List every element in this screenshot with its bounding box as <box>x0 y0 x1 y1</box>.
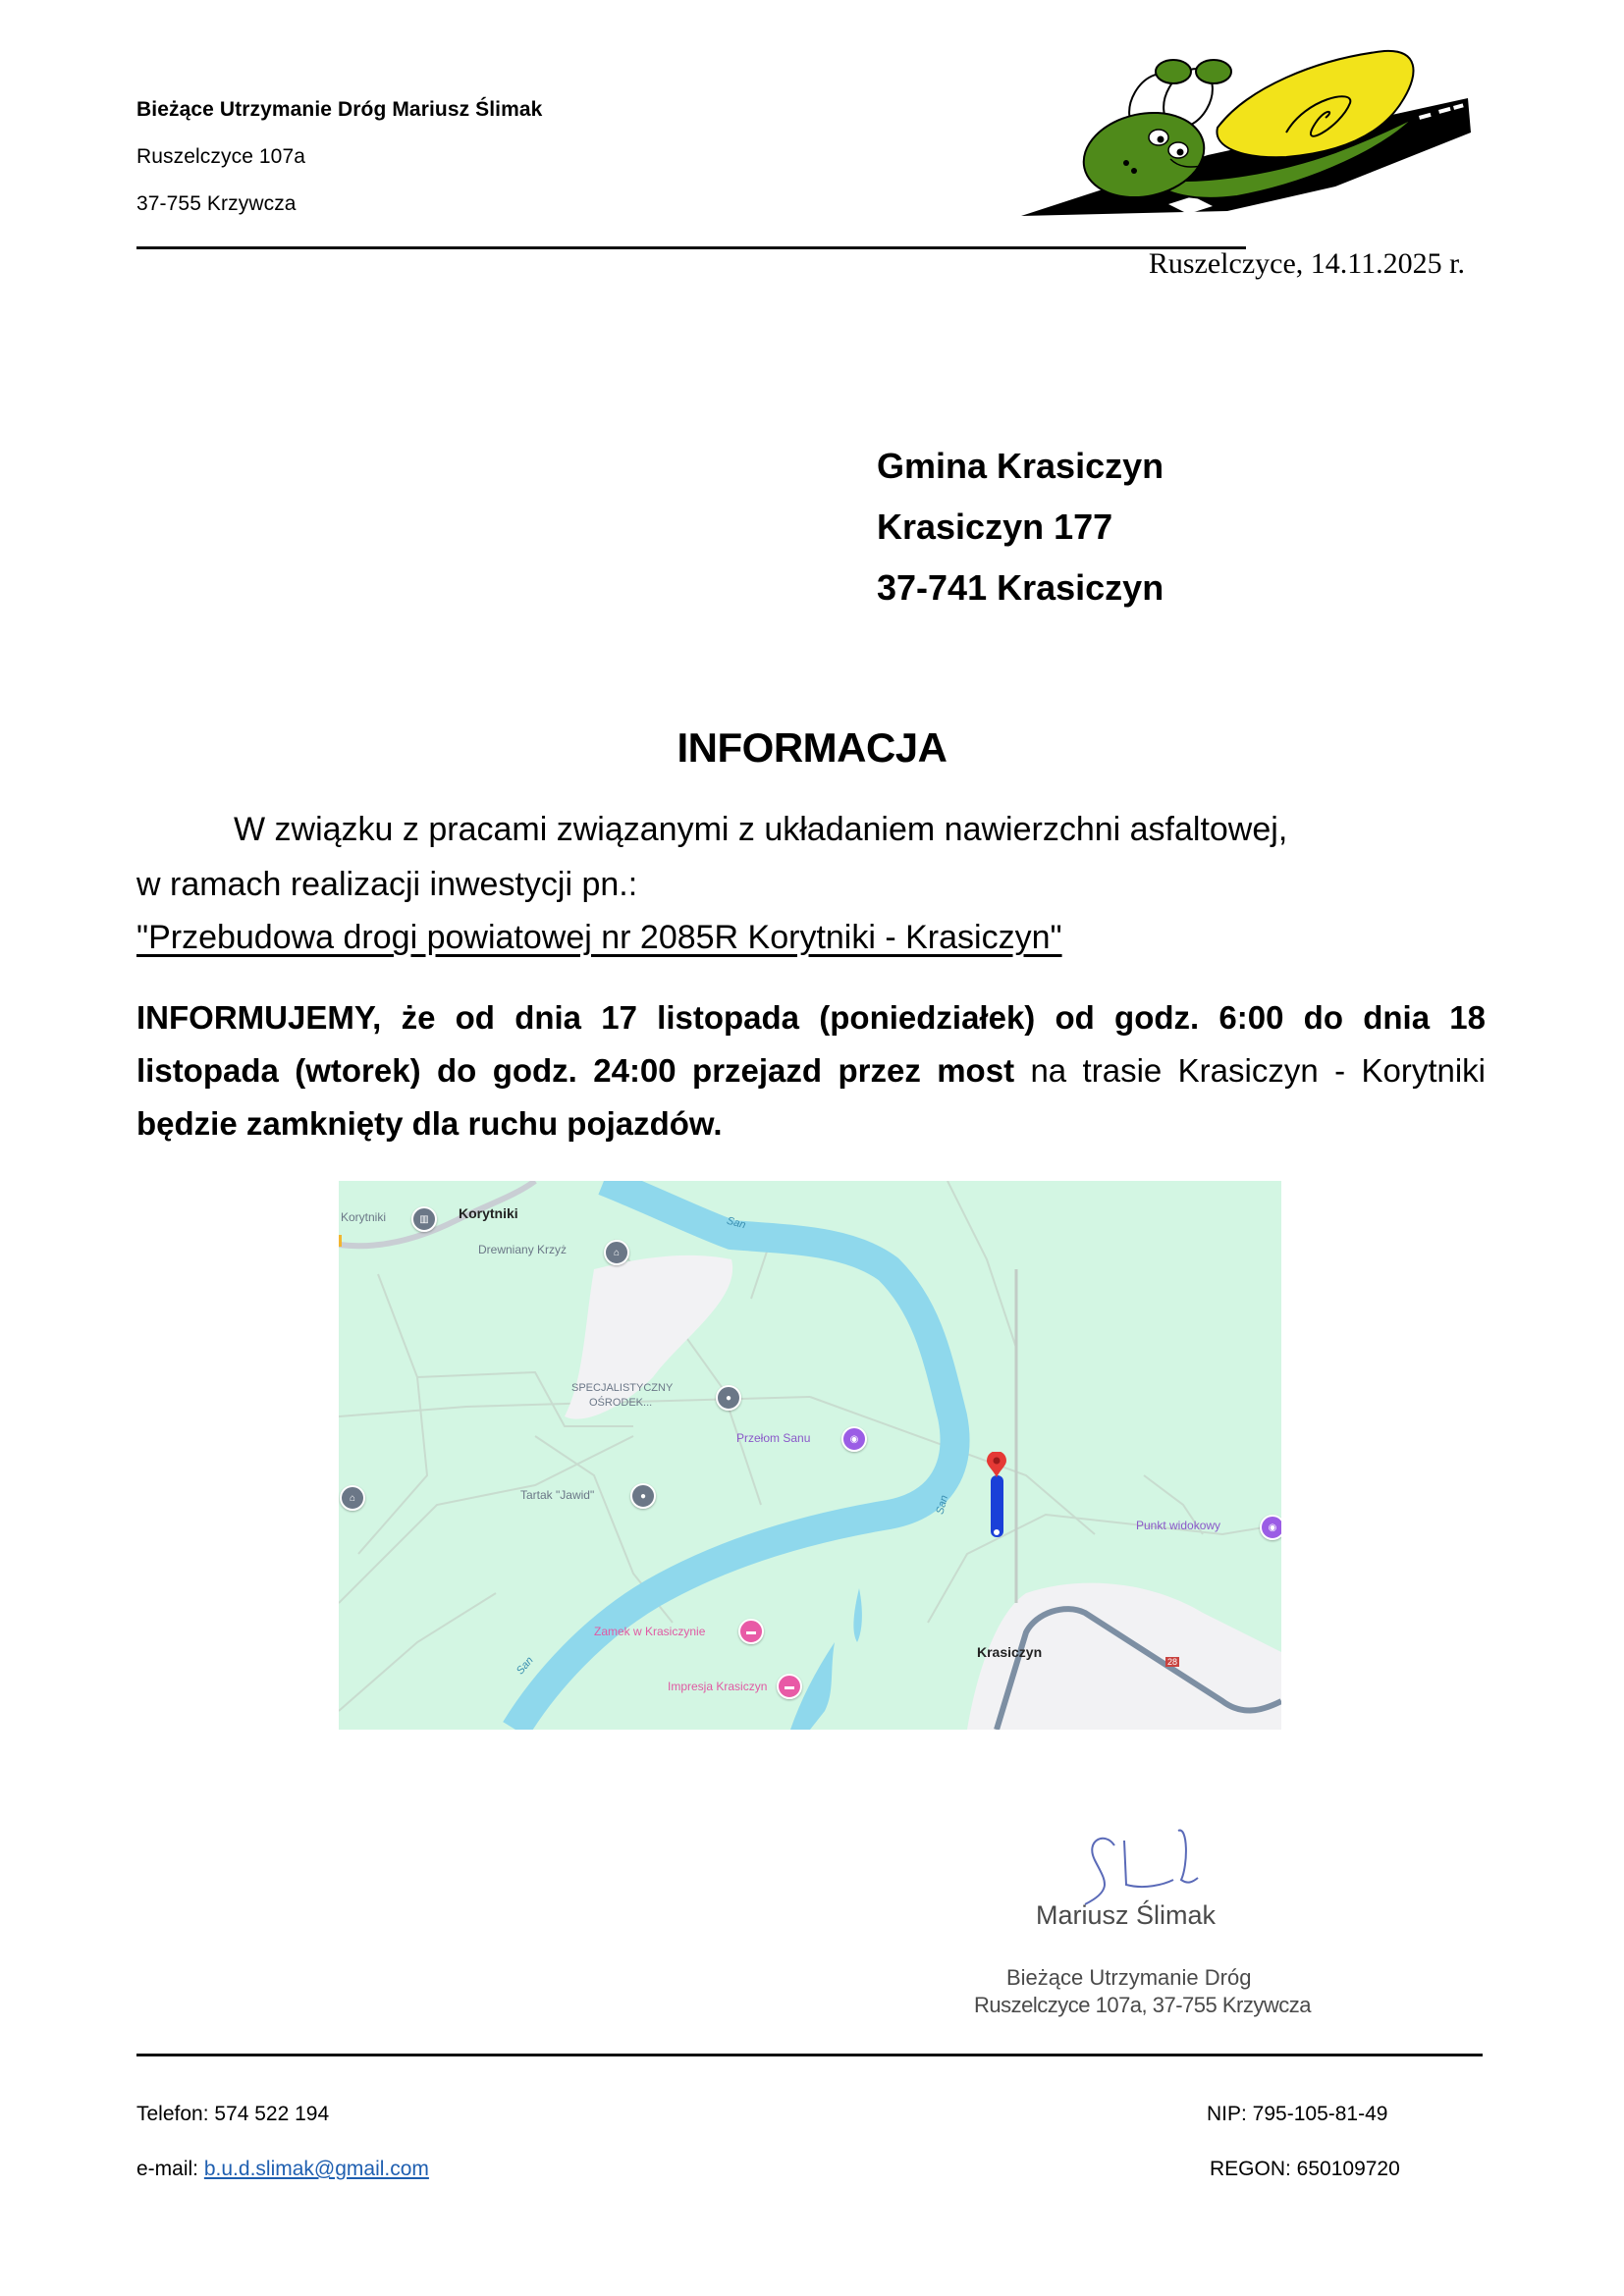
stamp-address: Ruszelczyce 107a, 37-755 Krzywcza <box>974 1993 1311 2017</box>
intro-line-1: W związku z pracami związanymi z układaniem nawierzchni asfaltowej, <box>234 811 1288 848</box>
map-label-river-san: San <box>934 1493 951 1517</box>
place-icon: ● <box>630 1483 656 1509</box>
map-label-tartak: Tartak "Jawid" <box>520 1488 595 1502</box>
map-label-punkt-widokowy: Punkt widokowy <box>1136 1519 1221 1532</box>
handwritten-signature-icon <box>1065 1821 1262 1909</box>
stamp-company: Bieżące Utrzymanie Dróg <box>1006 1965 1252 1990</box>
map-label-river-san: San <box>725 1214 747 1232</box>
closure-notice <box>136 991 1486 1150</box>
map-label-przelom-sanu: Przełom Sanu <box>736 1431 811 1445</box>
camera-icon: ◉ <box>841 1426 867 1452</box>
hotel-icon: ▬ <box>777 1674 802 1699</box>
map-label-krasiczyn: Krasiczyn <box>977 1644 1043 1660</box>
footer-email <box>136 2158 429 2181</box>
footer-regon: REGON: 650109720 <box>1210 2158 1400 2180</box>
recipient-street: Krasiczyn 177 <box>877 507 1113 547</box>
monument-icon: ⌂ <box>604 1240 629 1265</box>
road-number-badge: 28 <box>1167 1657 1178 1667</box>
map-label-korytniki: Korytniki <box>459 1205 518 1221</box>
recipient-address <box>877 436 1164 618</box>
signer-name: Mariusz Ślimak <box>1036 1900 1217 1930</box>
location-pin-icon <box>987 1452 1006 1477</box>
intro-line-2: w ramach realizacji inwestycji pn.: <box>136 866 638 903</box>
hotel-icon: ▬ <box>738 1619 764 1644</box>
map-label-specjalistyczny: SPECJALISTYCZNY <box>571 1382 674 1394</box>
recipient-city: 37-741 Krasiczyn <box>877 567 1164 608</box>
landmark-icon: ▥ <box>411 1206 437 1232</box>
map-label-zamek: Zamek w Krasiczynie <box>594 1625 706 1638</box>
signature-stamp <box>967 1826 1321 2032</box>
map-label-osrodek: OŚRODEK... <box>589 1397 653 1409</box>
map-label-drewniany-krzyz: Drewniany Krzyż <box>478 1243 568 1256</box>
monument-icon: ⌂ <box>340 1485 365 1511</box>
map-label-korytniki-small: Korytniki <box>341 1210 387 1224</box>
company-street: Ruszelczyce 107a <box>136 145 306 168</box>
company-name: Bieżące Utrzymanie Dróg Mariusz Ślimak <box>136 98 543 121</box>
snail-logo-icon <box>1021 39 1473 226</box>
footer-nip: NIP: 795-105-81-49 <box>1207 2103 1388 2125</box>
document-title: INFORMACJA <box>677 724 947 771</box>
notice-route: na trasie Krasiczyn - Korytniki <box>1014 1052 1487 1089</box>
map-label-impresja: Impresja Krasiczyn <box>668 1680 768 1693</box>
project-name: "Przebudowa drogi powiatowej nr 2085R Korytniki - Krasiczyn" <box>136 919 1062 956</box>
footer-phone: Telefon: 574 522 194 <box>136 2103 330 2125</box>
notice-closure: będzie zamknięty dla ruchu pojazdów. <box>136 1105 723 1142</box>
notice-dates: INFORMUJEMY, że od dnia 17 listopada (poniedziałek) od godz. 6:00 do dnia 18 listopada (wtorek) do godz. 24:00 przejazd przez most <box>136 999 1486 1089</box>
document-date: Ruszelczyce, 14.11.2025 r. <box>1148 247 1465 280</box>
recipient-name: Gmina Krasiczyn <box>877 446 1164 486</box>
camera-icon: ◉ <box>1260 1515 1281 1540</box>
place-icon: ● <box>716 1385 741 1411</box>
map-label-river-san: San <box>514 1654 536 1678</box>
company-city: 37-755 Krzywcza <box>136 192 297 215</box>
location-map <box>339 1181 1281 1730</box>
footer-divider <box>136 2054 1483 2056</box>
email-link[interactable]: b.u.d.slimak@gmail.com <box>203 2158 429 2180</box>
header-divider <box>136 246 1246 249</box>
email-label: e-mail: <box>136 2158 204 2180</box>
